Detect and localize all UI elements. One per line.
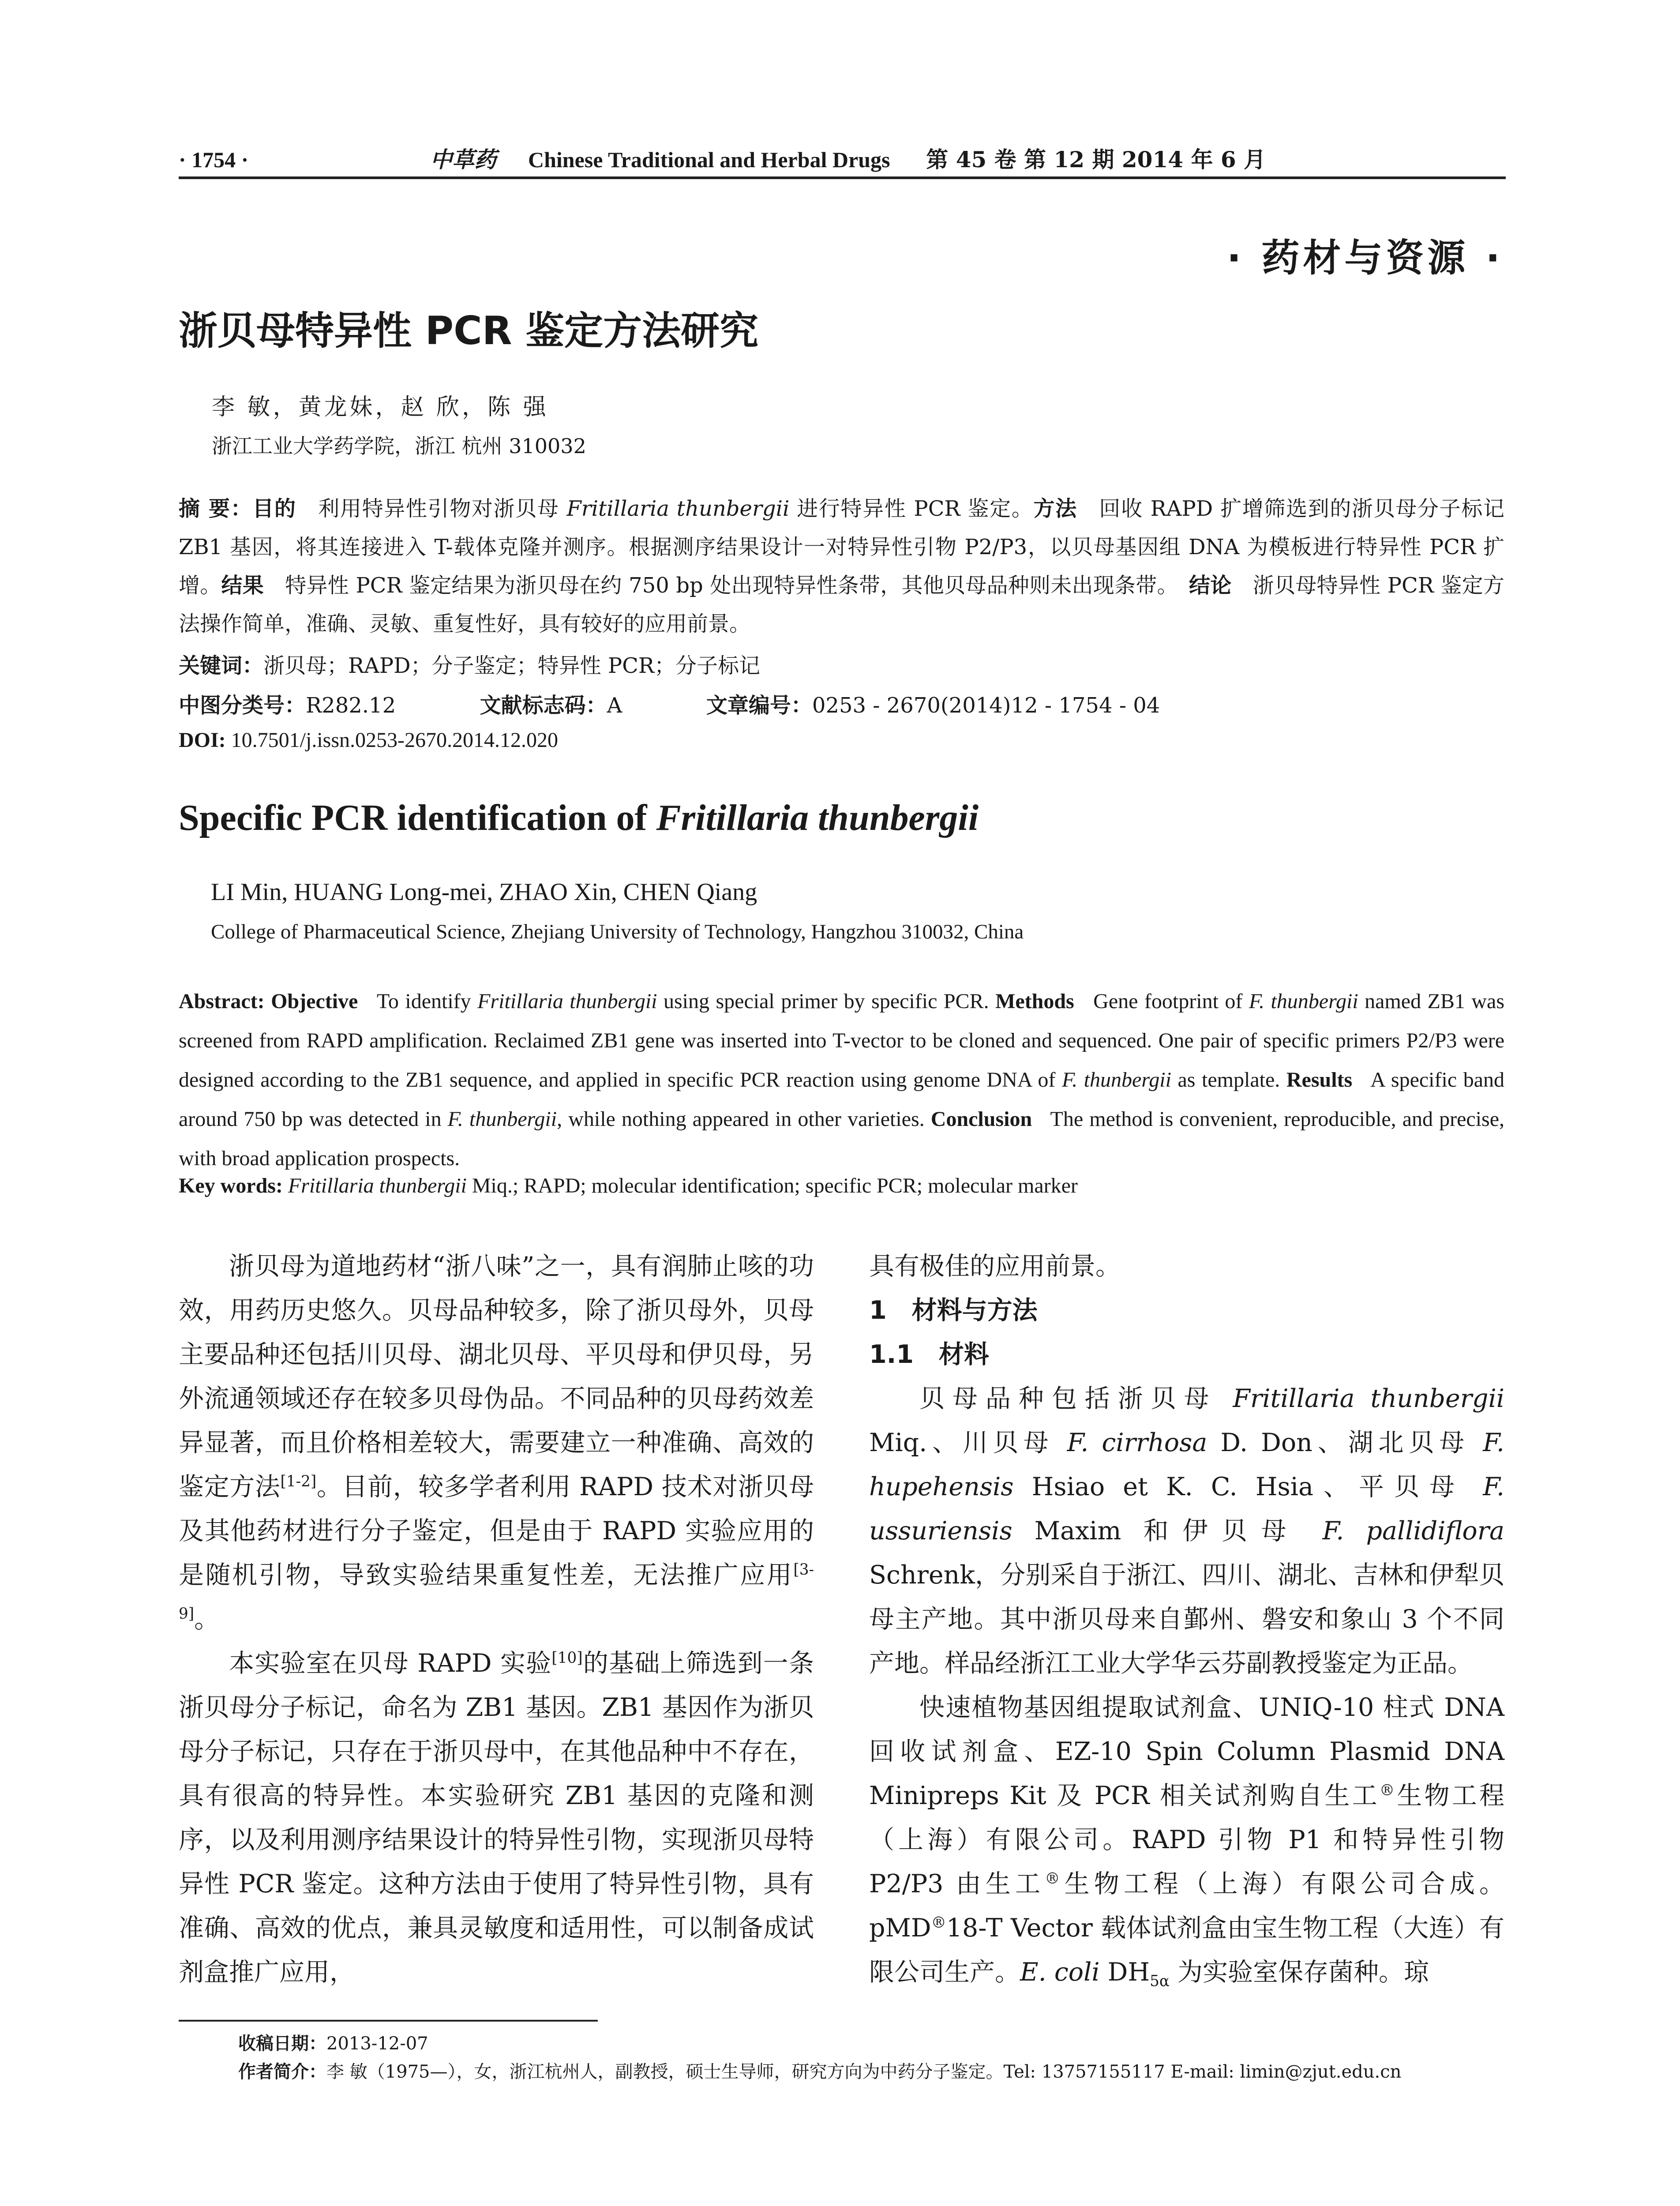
authors-zh: 李 敏，黄龙妹，赵 欣，陈 强 (212, 394, 549, 420)
objective-text-zh-2: 进行特异性 PCR 鉴定。 (789, 496, 1034, 521)
species-name: Fritillaria thunbergii (1233, 1384, 1504, 1413)
methods-text-en-3: as template. (1171, 1068, 1286, 1092)
body-text: Schrenk，分别采自于浙江、四川、湖北、吉林和伊犁贝母主产地。其中浙贝母来自鄞州、磐安和象山 3 个不同产地。样品经浙江工业大学华云芬副教授鉴定为正品。 (869, 1561, 1504, 1678)
strain-subscript: 5α (1150, 1972, 1170, 1990)
title-en-species: Fritillaria thunbergii (656, 797, 979, 838)
article-number-value: 0253 - 2670(2014)12 - 1754 - 04 (812, 693, 1160, 718)
citation[interactable]: [1-2] (280, 1473, 317, 1490)
methods-label-zh: 方法 (1033, 496, 1077, 521)
received-label: 收稿日期： (238, 2033, 326, 2054)
running-header (179, 142, 1502, 177)
subsection-heading: 1.1 材料 (869, 1340, 989, 1369)
body-paragraph (869, 1685, 1504, 1994)
species-name: Fritillaria thunbergii (566, 496, 790, 521)
objective-text-en: To identify (376, 990, 478, 1013)
species-name: F. cirrhosa (1067, 1428, 1208, 1457)
species-name: F. pallidiflora (1322, 1516, 1504, 1546)
body-text: 的基础上筛选到一条浙贝母分子标记，命名为 ZB1 基因。ZB1 基因作为浙贝母分子标记，只存在于浙贝母中，在其他品种中不存在，具有很高的特异性。本实验研究 ZB1 基因的克隆和测序，以及利用测序结果设计的特异性引物，实现浙贝母特异性 PCR 鉴定。这种方法由于使用了特异性引物，具有准确、高效的优点，兼具灵敏度和适用性，可以制备成试剂盒推广应用， (179, 1649, 814, 1987)
body-column-left (179, 1244, 814, 1994)
registered-mark: ® (931, 1914, 946, 1932)
page-number: · 1754 · (179, 147, 249, 172)
objective-label-zh: 目的 (252, 496, 296, 521)
title-en (179, 796, 979, 839)
results-text-en-2: , while nothing appeared in other varieties. (557, 1107, 931, 1131)
species-name: Fritillaria thunbergii (288, 1174, 467, 1197)
body-text: 浙贝母为道地药材“浙八味”之一，具有润肺止咳的功效，用药历史悠久。贝母品种较多，除了浙贝母外，贝母主要品种还包括川贝母、湖北贝母、平贝母和伊贝母，另外流通领域还存在较多贝母伪品。不同品种的贝母药效差异显著，而且价格相差较大，需要建立一种准确、高效的鉴定方法 (179, 1252, 814, 1501)
body-paragraph (179, 1244, 814, 1641)
body-text: 生物工程（上海）有限公司。RAPD 引物 P1 和特异性引物 P2/P3 由生工 (869, 1781, 1504, 1898)
keywords-zh (179, 649, 760, 679)
objective-text-en-2: using special primer by specific PCR. (657, 990, 996, 1013)
footnote (238, 2030, 1401, 2086)
author-bio (238, 2058, 1401, 2086)
keywords-en-text: Miq.; RAPD; molecular identification; specific PCR; molecular marker (466, 1174, 1078, 1197)
abstract-en-label: Abstract: (179, 990, 265, 1013)
clc-label: 中图分类号： (179, 693, 306, 718)
authors-en: LI Min, HUANG Long-mei, ZHAO Xin, CHEN Qiang (211, 878, 758, 906)
received-date (238, 2030, 1401, 2058)
abstract-zh (179, 490, 1504, 643)
footnote-rule (179, 2020, 598, 2022)
species-name: F. thunbergii (1061, 1068, 1171, 1092)
body-text: 快速植物基因组提取试剂盒、UNIQ-10 柱式 DNA 回收试剂盒、EZ-10 Spin Column Plasmid DNA Minipreps Kit 及 PCR 相关试剂购自生工 (869, 1693, 1504, 1810)
clc-value: R282.12 (306, 693, 396, 718)
conclusion-text-en: The method is convenient, reproducible, and precise, with broad application prospects. (179, 1107, 1505, 1170)
doc-code-label: 文献标志码： (480, 693, 607, 718)
abstract-en (179, 982, 1504, 1178)
citation[interactable]: [3-9] (179, 1561, 814, 1623)
conclusion-label-zh: 结论 (1189, 573, 1232, 598)
journal-name-zh: 中草药 (430, 146, 497, 173)
author-bio-text: 李 敏（1975—），女，浙江杭州人，副教授，硕士生导师，研究方向为中药分子鉴定。Tel: 13757155117 E-mail: limin@zjut.edu.cn (326, 2062, 1402, 2082)
species-name: Fritillaria thunbergii (477, 990, 657, 1013)
registered-mark: ® (1045, 1870, 1060, 1887)
species-name: F. thunbergii (447, 1107, 557, 1131)
registered-mark: ® (1379, 1782, 1395, 1799)
conclusion-label-en: Conclusion (930, 1107, 1032, 1131)
results-text-en: A specific band around 750 bp was detected in (179, 1068, 1505, 1131)
doi-label: DOI: (179, 728, 226, 752)
body-text: Hsiao et K. C. Hsia、平贝母 (1013, 1472, 1483, 1501)
article-number-label: 文章编号： (706, 693, 812, 718)
species-name: E. coli (1020, 1958, 1100, 1987)
affiliation-zh: 浙江工业大学药学院，浙江 杭州 310032 (212, 434, 586, 458)
doi-line (179, 728, 558, 752)
body-paragraph-continued: 具有极佳的应用前景。 (869, 1252, 1121, 1281)
title-zh: 浙贝母特异性 PCR 鉴定方法研究 (179, 308, 759, 353)
title-en-text: Specific PCR identification of (179, 797, 656, 838)
classification-line (179, 688, 1160, 719)
issue-info: 第 45 卷 第 12 期 2014 年 6 月 (926, 146, 1266, 173)
abstract-zh-label: 摘 要： (179, 496, 253, 521)
body-paragraph (179, 1641, 814, 1994)
methods-text-en-2: named ZB1 was screened from RAPD amplification. Reclaimed ZB1 gene was inserted into T-vector to be cloned and sequenced. One pair of specific primers P2/P3 were designed according to the ZB1 sequence, and applied in specific PCR reaction using genome DNA of (179, 990, 1505, 1092)
received-value: 2013-12-07 (326, 2033, 428, 2054)
body-text: Miq.、川贝母 (869, 1428, 1067, 1457)
body-text: 本实验室在贝母 RAPD 实验 (229, 1649, 552, 1678)
header-rule (179, 176, 1506, 179)
objective-text-zh: 利用特异性引物对浙贝母 (318, 496, 567, 521)
body-column-right (869, 1244, 1504, 1994)
body-text: 。 (194, 1605, 220, 1634)
doi-value[interactable]: 10.7501/j.issn.0253-2670.2014.12.020 (231, 728, 559, 752)
conclusion-text-zh: 浙贝母特异性 PCR 鉴定方法操作简单，准确、灵敏、重复性好，具有较好的应用前景。 (179, 573, 1504, 636)
results-text-zh: 特异性 PCR 鉴定结果为浙贝母在约 750 bp 处出现特异性条带，其他贝母品种则未出现条带。 (285, 573, 1168, 598)
keywords-en (179, 1174, 1078, 1198)
body-paragraph (869, 1377, 1504, 1685)
citation[interactable]: [10] (551, 1649, 583, 1667)
body-text: DH (1099, 1958, 1150, 1987)
body-text: 贝母品种包括浙贝母 (919, 1384, 1233, 1413)
section-heading: 1 材料与方法 (869, 1296, 1038, 1325)
species-name: F. ussuriensis (869, 1472, 1504, 1546)
section-banner: · 药材与资源 · (1226, 236, 1504, 280)
species-name: F. hupehensis (869, 1428, 1504, 1501)
body-text: 生物工程（上海）有限公司合成。pMD (869, 1869, 1505, 1943)
body-text: 为实验室保存菌种。琼 (1169, 1958, 1429, 1987)
affiliation-en: College of Pharmaceutical Science, Zhejiang University of Technology, Hangzhou 310032, China (211, 920, 1024, 943)
keywords-zh-label: 关键词： (179, 653, 264, 678)
keywords-zh-text: 浙贝母；RAPD；分子鉴定；特异性 PCR；分子标记 (263, 653, 761, 678)
keywords-en-label: Key words: (179, 1174, 283, 1197)
journal-name-en: Chinese Traditional and Herbal Drugs (528, 147, 890, 172)
methods-text-zh: 回收 RAPD 扩增筛选到的浙贝母分子标记 ZB1 基因，将其连接进入 T-载体克隆并测序。根据测序结果设计一对特异性引物 P2/P3，以贝母基因组 DNA 为模板进行特异性 PCR 扩增。 (179, 496, 1504, 598)
methods-label-en: Methods (995, 990, 1074, 1013)
body-text: Maxim 和伊贝母 (1012, 1516, 1323, 1546)
species-name: F. thunbergii (1249, 990, 1358, 1013)
body-text: D. Don、湖北贝母 (1207, 1428, 1483, 1457)
doc-code-value: A (607, 693, 622, 718)
body-text: 18-T Vector 载体试剂盒由宝生物工程（大连）有限公司生产。 (869, 1913, 1504, 1987)
author-bio-label: 作者简介： (238, 2062, 326, 2082)
results-label-en: Results (1286, 1068, 1353, 1092)
body-text: 。目前，较多学者利用 RAPD 技术对浙贝母及其他药材进行分子鉴定，但是由于 RAPD 实验应用的是随机引物，导致实验结果重复性差，无法推广应用 (179, 1472, 814, 1590)
objective-label-en: Objective (271, 990, 358, 1013)
methods-text-en: Gene footprint of (1093, 990, 1249, 1013)
results-label-zh: 结果 (221, 573, 264, 598)
